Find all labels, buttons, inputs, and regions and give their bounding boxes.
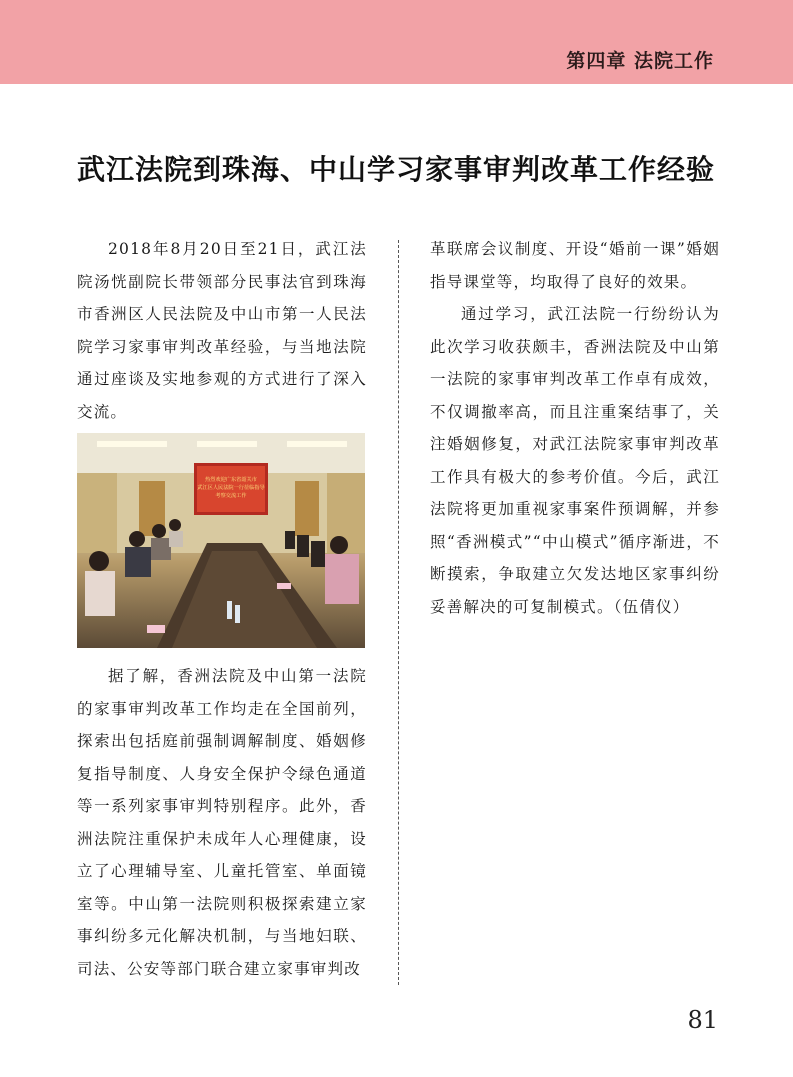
paragraph-findings-continued: 革联席会议制度、开设“婚前一课”婚姻指导课堂等，均取得了良好的效果。	[430, 240, 720, 291]
screen-line-3: 考察交流工作	[215, 493, 247, 499]
article-title: 武江法院到珠海、中山学习家事审判改革工作经验	[77, 153, 716, 186]
paragraph-findings: 据了解，香洲法院及中山第一法院的家事审判改革工作均走在全国前列，探索出包括庭前强制调解制度、婚姻修复指导制度、人身安全保护令绿色通道等一系列家事审判特别程序。此外，香洲法院注重保护未成年人心理健康，设立了心理辅导室、儿童托管室、单面镜室等。中山第一法院则积极探索建立家事纠纷多元化解决机制，与当地妇联、司法、公安等部门联合建立家事审判改	[77, 667, 367, 978]
left-column-top	[77, 233, 367, 428]
right-column	[430, 233, 720, 623]
paragraph-intro: 2018年8月20日至21日，武江法院汤恍副院长带领部分民事法官到珠海市香洲区人民法院及中山市第一人民法院学习家事审判改革经验，与当地法院通过座谈及实地参观的方式进行了深入交流。	[77, 240, 367, 421]
meeting-photo	[77, 433, 365, 648]
meeting-photo-illustration	[77, 433, 365, 648]
paragraph-conclusion: 通过学习，武江法院一行纷纷认为此次学习收获颇丰，香洲法院及中山第一法院的家事审判改革工作卓有成效，不仅调撤率高，而且注重案结事了，关注婚姻修复，对武江法院家事审判改革工作具有极大的参考价值。今后，武江法院将更加重视家事案件预调解，并参照“香洲模式”“中山模式”循序渐进，不断摸索，争取建立欠发达地区家事纠纷妥善解决的可复制模式。（伍倩仪）	[430, 305, 720, 616]
chapter-label: 第四章 法院工作	[566, 50, 714, 72]
page-number: 81	[687, 1006, 718, 1034]
screen-line-1: 热烈欢迎广东省韶关市	[205, 477, 257, 483]
left-column-bottom	[77, 660, 367, 985]
screen-line-2: 武江区人民法院一行莅临指导	[197, 485, 265, 491]
column-divider	[398, 240, 399, 985]
